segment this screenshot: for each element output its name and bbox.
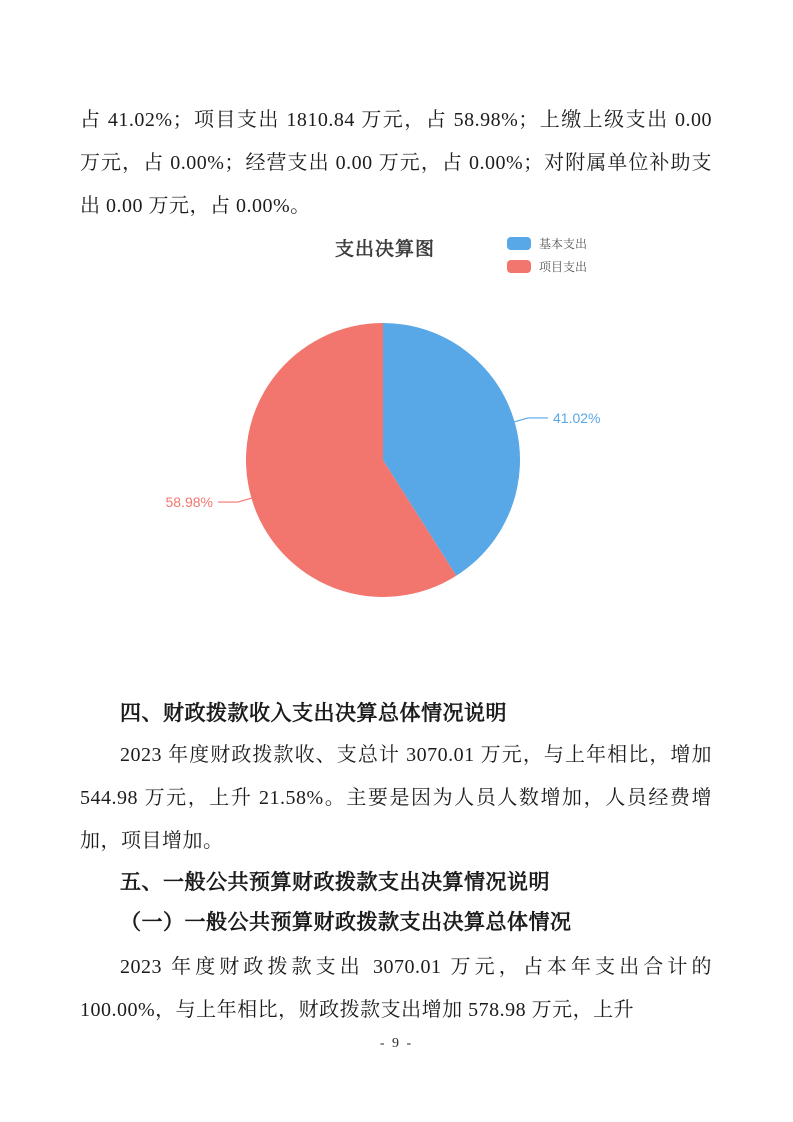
expenditure-pie-chart [0,228,793,628]
legend-label-basic-expenditure: 基本支出 [539,237,588,251]
section4-heading: 四、财政拨款收入支出决算总体情况说明 [120,701,507,725]
pie-slice-label: 41.02% [553,409,601,426]
section5-heading: 五、一般公共预算财政拨款支出决算情况说明 [120,870,550,894]
section4-paragraph: 2023 年度财政拨款收、支总计 3070.01 万元，与上年相比，增加 544.98 万元，上升 21.58%。主要是因为人员人数增加，人员经费增加，项目增加。 [80,744,712,852]
section5-sub-heading: （一）一般公共预算财政拨款支出决算总体情况 [120,910,572,934]
pie-label-leader-line [218,498,251,502]
legend-label-project-expenditure: 项目支出 [539,260,588,274]
pie-label-leader-line [515,418,548,422]
intro-paragraph: 占 41.02%；项目支出 1810.84 万元，占 58.98%；上缴上级支出 0.00 万元，占 0.00%；经营支出 0.00 万元，占 0.00%；对附属单位补助支出 0.00 万元，占 0.00%。 [80,109,712,217]
chart-title: 支出决算图 [335,239,436,260]
page-number: - 9 - [379,1036,414,1051]
section5-paragraph: 2023 年度财政拨款支出 3070.01 万元，占本年支出合计的 100.00%，与上年相比，财政拨款支出增加 578.98 万元，上升 [80,956,712,1021]
pie-slice-label: 58.98% [165,494,213,511]
